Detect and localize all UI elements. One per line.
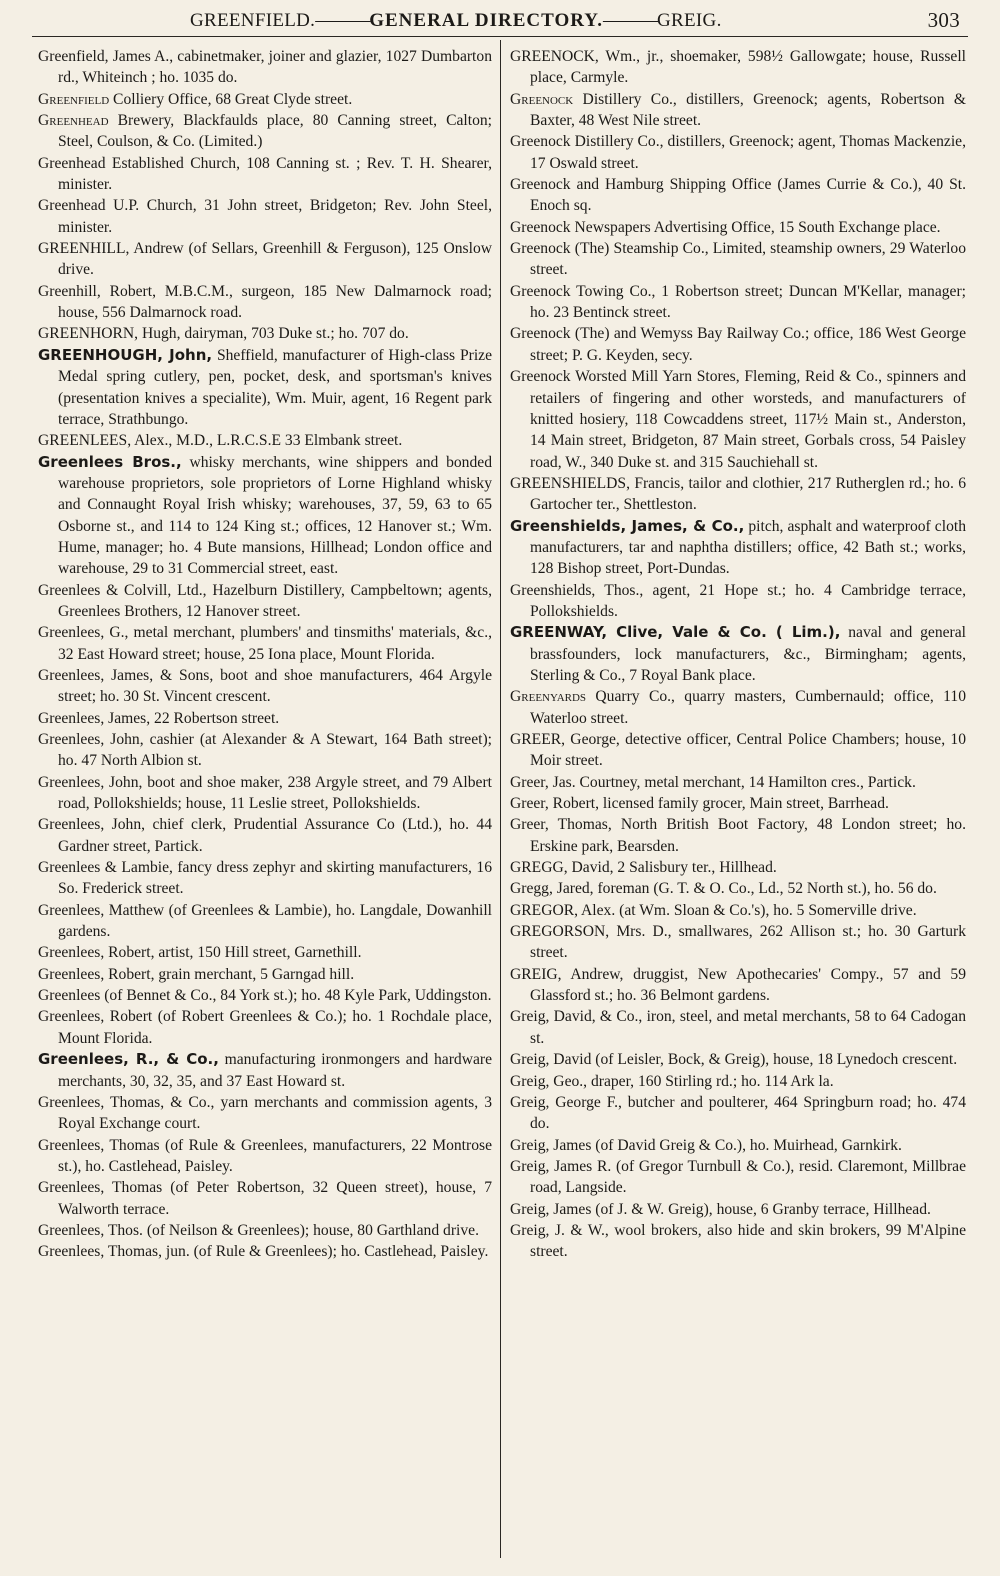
entry-text: Greenlees & Lambie, fancy dress zephyr and skirting manufacturers, 16 So. Frederick street. — [38, 859, 492, 898]
directory-entry — [38, 1135, 492, 1178]
entry-text: Greer, Jas. Courtney, metal merchant, 14 Hamilton cres., Partick. — [510, 773, 916, 791]
entry-text: Greenhead U.P. Church, 31 John street, Bridgeton; Rev. John Steel, minister. — [38, 197, 492, 236]
entry-lead: Greenhead — [38, 112, 109, 130]
directory-entry — [510, 921, 966, 964]
directory-entry — [38, 985, 492, 1006]
directory-entry — [510, 217, 966, 238]
entry-lead: Greenock — [510, 90, 574, 108]
directory-entry — [510, 793, 966, 814]
entry-lead: Greenshields, James, & Co., — [510, 516, 745, 535]
directory-entry — [510, 89, 966, 132]
entry-text: Greenfield, James A., cabinetmaker, joiner and glazier, 1027 Dumbarton rd., Whiteinch ; ho. 1035 do. — [38, 48, 492, 87]
entry-text: Greenock (The) and Wemyss Bay Railway Co.; office, 186 West George street; P. G. Keyden, secy. — [510, 325, 966, 364]
directory-entry — [38, 89, 492, 110]
entry-text: GREGORSON, Mrs. D., smallwares, 262 Allison st.; ho. 30 Garturk street. — [510, 923, 966, 962]
entry-text: Distillery Co., distillers, Greenock; agents, Robertson & Baxter, 48 West Nile street. — [530, 90, 966, 130]
entry-text: Quarry Co., quarry masters, Cumbernauld; office, 110 Waterloo street. — [530, 688, 966, 727]
entry-text: GREENOCK, Wm., jr., shoemaker, 598½ Gallowgate; house, Russell place, Carmyle. — [510, 48, 966, 87]
entry-text: GREENSHIELDS, Francis, tailor and clothier, 217 Rutherglen rd.; ho. 6 Gartocher ter., Shettleston. — [510, 474, 966, 514]
entry-text: Greenock Towing Co., 1 Robertson street; Duncan M'Kellar, manager; ho. 23 Bentinck street. — [510, 282, 966, 322]
entry-text: Greenock Newspapers Advertising Office, 15 South Exchange place. — [510, 218, 941, 236]
entry-text: Gregg, Jared, foreman (G. T. & O. Co., Ld., 52 North st.), ho. 56 do. — [510, 880, 937, 898]
entry-text: Greenlees, John, chief clerk, Prudential Assurance Co (Ltd.), ho. 44 Gardner street, Partick. — [38, 816, 492, 855]
directory-entry — [510, 622, 966, 686]
running-head-right: GREIG. — [657, 10, 722, 31]
directory-entry — [38, 622, 492, 665]
entry-text: Greer, Robert, licensed family grocer, Main street, Barrhead. — [510, 795, 889, 813]
entry-lead: Greenfield — [38, 90, 110, 108]
entry-lead: Greenlees, R., & Co., — [38, 1050, 219, 1069]
directory-entry — [510, 686, 966, 729]
directory-entry — [510, 1199, 966, 1220]
entry-text: Greig, George F., butcher and poulterer, 464 Springburn road; ho. 474 do. — [510, 1093, 966, 1133]
entry-text: Greenlees, Thomas, & Co., yarn merchants and commission agents, 3 Royal Exchange court. — [38, 1093, 492, 1133]
entry-text: Greig, J. & W., wool brokers, also hide and skin brokers, 99 M'Alpine street. — [510, 1221, 966, 1261]
directory-entry — [38, 238, 492, 281]
entry-text: Colliery Office, 68 Great Clyde street. — [109, 90, 353, 108]
directory-entry — [510, 46, 966, 89]
directory-entry — [38, 772, 492, 815]
entry-text: Greig, David, & Co., iron, steel, and metal merchants, 58 to 64 Cadogan st. — [510, 1008, 966, 1047]
directory-entry — [38, 1241, 492, 1262]
directory-entry — [510, 1156, 966, 1199]
entry-text: Greenlees, James, & Sons, boot and shoe manufacturers, 464 Argyle street; ho. 30 St. Vincent crescent. — [38, 666, 492, 706]
directory-entry — [38, 1049, 492, 1092]
right-column — [510, 46, 966, 1263]
entry-text: Greenhill, Robert, M.B.C.M., surgeon, 185 New Dalmarnock road; house, 556 Dalmarnock road. — [38, 282, 492, 322]
directory-entry — [38, 281, 492, 324]
column-divider — [500, 40, 501, 1558]
entry-text: Greenlees, John, cashier (at Alexander & A Stewart, 164 Bath street); ho. 47 North Albion st. — [38, 731, 492, 770]
entry-text: Greenock (The) Steamship Co., Limited, steamship owners, 29 Waterloo street. — [510, 240, 966, 279]
directory-entry — [38, 964, 492, 985]
entry-text: Greenlees, Matthew (of Greenlees & Lambie), ho. Langdale, Dowanhill gardens. — [38, 901, 492, 941]
entry-text: Greig, David (of Leisler, Bock, & Greig), house, 18 Lynedoch crescent. — [510, 1051, 958, 1069]
directory-entry — [38, 430, 492, 451]
entry-text: Greenlees, Thomas (of Peter Robertson, 32 Queen street), house, 7 Walworth terrace. — [38, 1179, 492, 1218]
entry-text: Greig, James (of J. & W. Greig), house, 6 Granby terrace, Hillhead. — [510, 1200, 931, 1218]
directory-entry — [510, 174, 966, 217]
entry-text: Greig, Geo., draper, 160 Stirling rd.; ho. 114 Ark la. — [510, 1072, 834, 1090]
directory-entry — [510, 900, 966, 921]
directory-entry — [510, 1220, 966, 1263]
directory-entry — [510, 238, 966, 281]
entry-lead: GREENHOUGH, John, — [38, 345, 213, 364]
entry-text: Greenlees, G., metal merchant, plumbers' and tinsmiths' materials, &c., 32 East Howard street; house, 25 Iona place, Mount Florida. — [38, 624, 492, 663]
page-number: 303 — [927, 8, 960, 32]
directory-entry — [510, 473, 966, 516]
directory-entry — [510, 964, 966, 1007]
entry-text: Greenlees, John, boot and shoe maker, 238 Argyle street, and 79 Albert road, Pollokshields; house, 11 Leslie street, Pollokshields. — [38, 773, 492, 813]
directory-entry — [510, 281, 966, 324]
entry-text: Greig, James R. (of Gregor Turnbull & Co.), resid. Claremont, Millbrae road, Langside. — [510, 1157, 966, 1197]
directory-entry — [510, 729, 966, 772]
directory-entry — [510, 1071, 966, 1092]
directory-entry — [38, 46, 492, 89]
entry-text: Greenlees, James, 22 Robertson street. — [38, 709, 280, 727]
entry-lead: Greenlees Bros., — [38, 452, 182, 471]
entry-lead: Greenyards — [510, 688, 587, 706]
entry-text: Greenlees, Thos. (of Neilson & Greenlees); house, 80 Garthland drive. — [38, 1221, 479, 1239]
entry-text: GREER, George, detective officer, Central Police Chambers; house, 10 Moir street. — [510, 731, 966, 770]
entry-text: Greig, James (of David Greig & Co.), ho. Muirhead, Garnkirk. — [510, 1136, 902, 1154]
running-head-left: GREENFIELD. — [190, 10, 316, 31]
entry-text: GREENHILL, Andrew (of Sellars, Greenhill & Ferguson), 125 Onslow drive. — [38, 240, 492, 279]
entry-text: GREENHORN, Hugh, dairyman, 703 Duke st.; ho. 707 do. — [38, 325, 409, 343]
entry-text: GREIG, Andrew, druggist, New Apothecaries' Compy., 57 and 59 Glassford st.; ho. 36 Belmont gardens. — [510, 965, 966, 1005]
directory-entry — [38, 942, 492, 963]
entry-text: whisky merchants, wine shippers and bonded warehouse proprietors, sole proprietors of Lorne Highland whisky and Connaught Royal Irish whisky; warehouses, 37, 59, 63 to 65 Osborne st., and 114 to 124 King st.; offices, 12 Hanover st.; Wm. Hume, manager; ho. 4 Bute mansions, Hillhead; London office and warehouse, 29 to 31 Commercial street, east. — [58, 453, 492, 578]
directory-entry — [38, 1177, 492, 1220]
directory-entry — [510, 1092, 966, 1135]
directory-entry — [38, 580, 492, 623]
entry-text: Greenlees, Robert, artist, 150 Hill street, Garnethill. — [38, 944, 362, 962]
directory-entry — [38, 153, 492, 196]
directory-entry — [38, 708, 492, 729]
entry-text: Greenlees, Thomas, jun. (of Rule & Greenlees); ho. Castlehead, Paisley. — [38, 1243, 489, 1261]
directory-entry — [510, 323, 966, 366]
entry-text: Sheffield, manufacturer of High-class Prize Medal spring cutlery, pen, pocket, desk, and sportsman's knives (presentation knives a specialite), Wm. Muir, agent, 16 Regent park terrace, Strathbungo. — [58, 346, 493, 428]
page-header — [0, 6, 1000, 36]
directory-entry — [38, 195, 492, 238]
directory-entry — [38, 323, 492, 344]
entry-text: Greenock Worsted Mill Yarn Stores, Fleming, Reid & Co., spinners and retailers of fingering and other worsteds, and manufacturers of knitted hosiery, 118 Cowcaddens street, 117½ Main st., Anderston, 14 Main street, Bridgeton, 87 Main street, Gorbals cross, 54 Paisley road, W., 340 Duke st. and 315 Sauchiehall st. — [510, 368, 966, 471]
entry-text: Greenlees, Robert (of Robert Greenlees & Co.); ho. 1 Rochdale place, Mount Florida. — [38, 1008, 492, 1047]
entry-text: pitch, asphalt and waterproof cloth manufacturers, tar and naphtha distillers; office, 42 Bath st.; works, 128 Bishop street, Port-Dundas. — [530, 517, 966, 578]
directory-entry — [510, 878, 966, 899]
directory-entry — [510, 366, 966, 473]
entry-text: Greenlees, Robert, grain merchant, 5 Garngad hill. — [38, 965, 355, 983]
directory-entry — [38, 452, 492, 580]
entry-text: Greenlees (of Bennet & Co., 84 York st.); ho. 48 Kyle Park, Uddingston. — [38, 987, 492, 1005]
entry-text: Greenlees & Colvill, Ltd., Hazelburn Distillery, Campbeltown; agents, Greenlees Brothers, 12 Hanover street. — [38, 581, 492, 620]
entry-lead: GREENWAY, Clive, Vale & Co. ( Lim.), — [510, 623, 841, 642]
directory-entry — [38, 345, 492, 430]
directory-entry — [510, 516, 966, 580]
entry-text: GREGG, David, 2 Salisbury ter., Hillhead. — [510, 859, 777, 877]
entry-text: GREENLEES, Alex., M.D., L.R.C.S.E 33 Elmbank street. — [38, 432, 403, 450]
header-rule — [32, 36, 968, 37]
directory-entry — [38, 665, 492, 708]
directory-entry — [510, 1006, 966, 1049]
entry-text: Greenlees, Thomas (of Rule & Greenlees, manufacturers, 22 Montrose st.), ho. Castlehead, Paisley. — [38, 1136, 492, 1175]
entry-text: Brewery, Blackfaulds place, 80 Canning street, Calton; Steel, Coulson, & Co. (Limited.) — [58, 112, 492, 151]
directory-entry — [510, 772, 966, 793]
directory-entry — [510, 1135, 966, 1156]
running-head: GREENFIELD.———GENERAL DIRECTORY.———GREIG. — [190, 10, 722, 31]
entry-text: Greer, Thomas, North British Boot Factory, 48 London street; ho. Erskine park, Bearsden. — [510, 816, 966, 855]
entry-text: Greenhead Established Church, 108 Canning st. ; Rev. T. H. Shearer, minister. — [38, 154, 492, 194]
directory-entry — [38, 1220, 492, 1241]
directory-entry — [38, 1092, 492, 1135]
entry-text: Greenock and Hamburg Shipping Office (James Currie & Co.), 40 St. Enoch sq. — [510, 176, 966, 215]
running-head-title: GENERAL DIRECTORY. — [369, 10, 604, 31]
directory-entry — [38, 814, 492, 857]
directory-entry — [38, 857, 492, 900]
entry-text: Greenshields, Thos., agent, 21 Hope st.; ho. 4 Cambridge terrace, Pollokshields. — [510, 581, 966, 620]
entry-text: manufacturing ironmongers and hardware merchants, 30, 32, 35, and 37 East Howard st. — [58, 1051, 492, 1090]
directory-entry — [510, 131, 966, 174]
entry-text: Greenock Distillery Co., distillers, Greenock; agent, Thomas Mackenzie, 17 Oswald street. — [510, 133, 966, 172]
directory-entry — [510, 1049, 966, 1070]
left-column — [38, 46, 492, 1263]
directory-entry — [510, 814, 966, 857]
directory-entry — [510, 857, 966, 878]
directory-entry — [38, 729, 492, 772]
directory-entry — [510, 580, 966, 623]
directory-entry — [38, 1006, 492, 1049]
entry-text: GREGOR, Alex. (at Wm. Sloan & Co.'s), ho. 5 Somerville drive. — [510, 901, 917, 919]
directory-entry — [38, 900, 492, 943]
directory-entry — [38, 110, 492, 153]
entry-text: naval and general brassfounders, lock manufacturers, &c., Birmingham; agents, Sterling & Co., 7 Royal Bank place. — [530, 624, 966, 684]
